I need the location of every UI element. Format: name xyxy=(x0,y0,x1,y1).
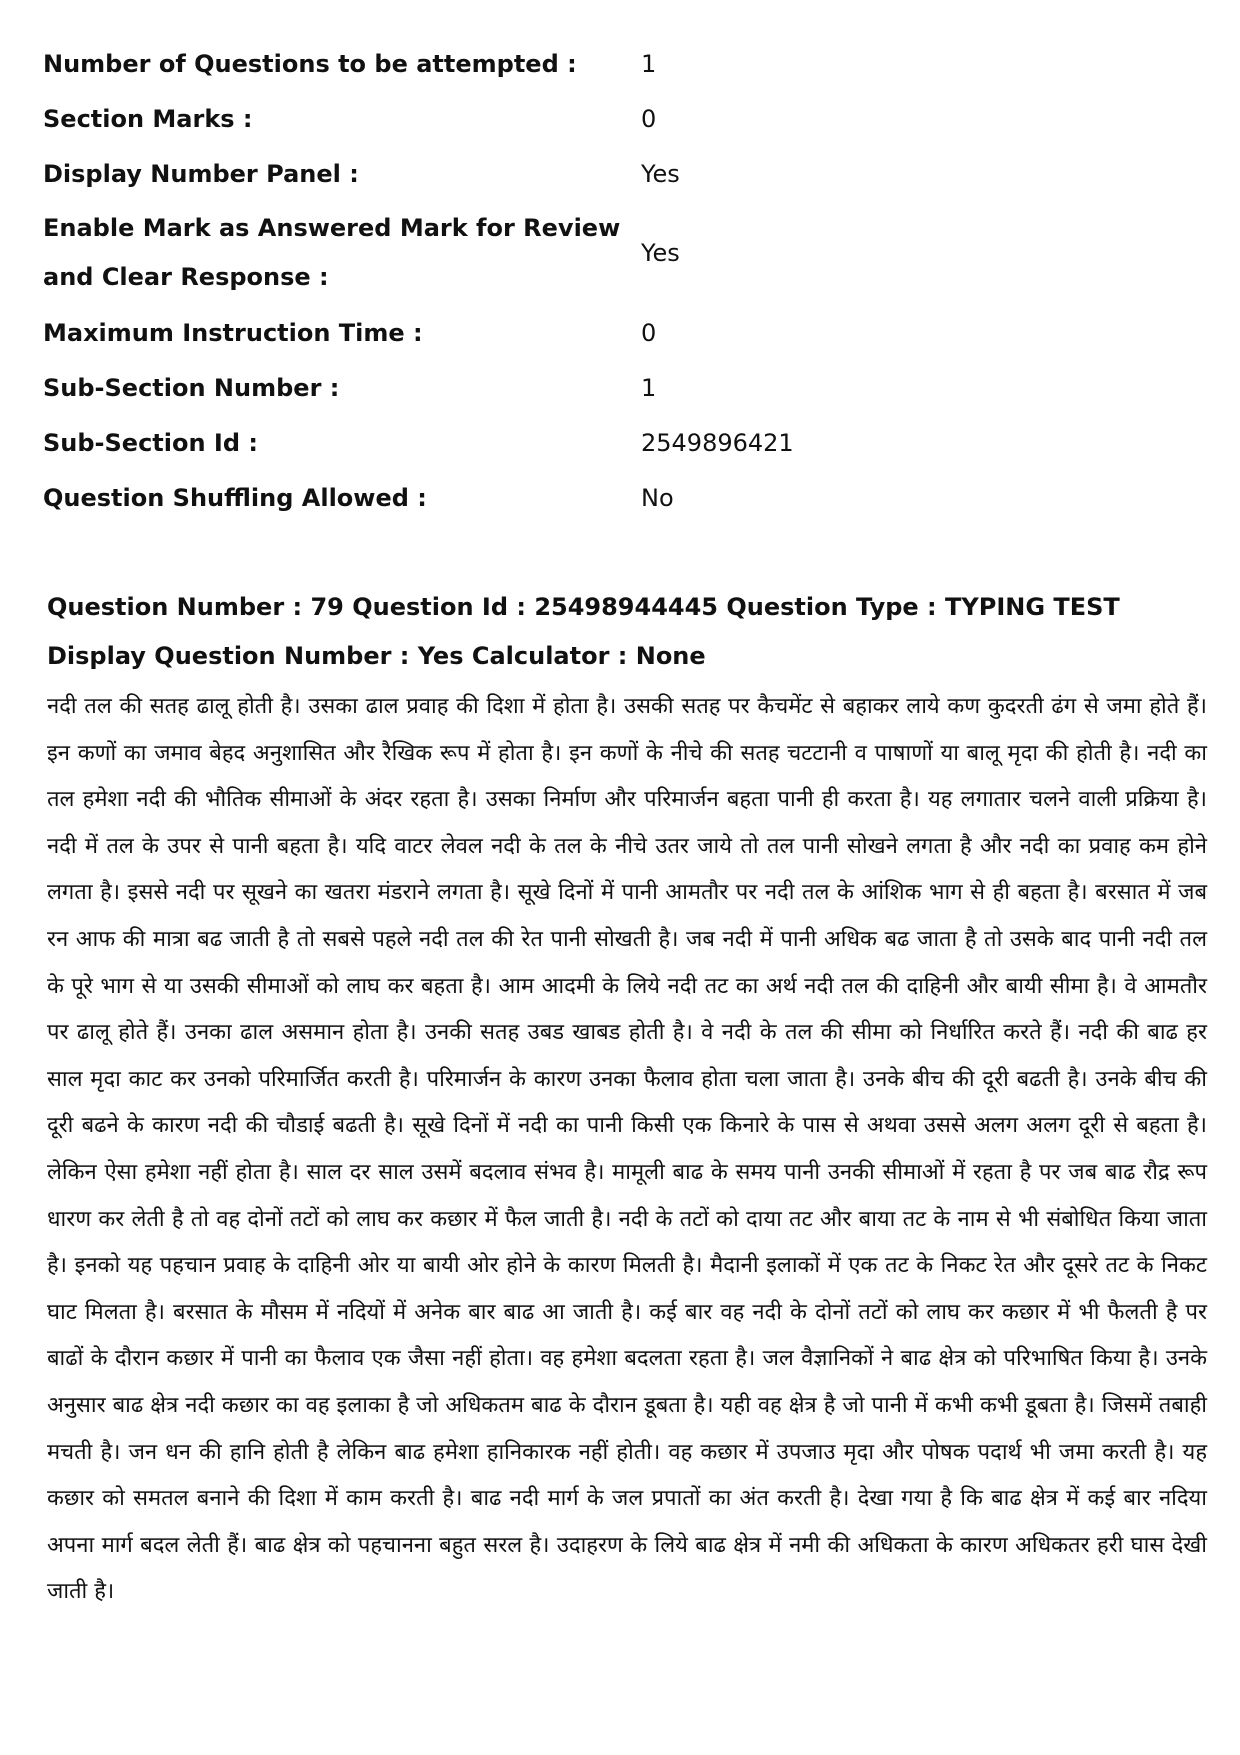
setting-row xyxy=(43,91,1193,146)
setting-label: Maximum Instruction Time : xyxy=(43,318,423,347)
setting-label: Sub-Section Number : xyxy=(43,373,340,402)
setting-value: No xyxy=(641,483,674,512)
setting-row xyxy=(43,470,1193,525)
setting-row xyxy=(43,146,1193,201)
setting-row xyxy=(43,415,1193,470)
setting-value: 0 xyxy=(641,104,657,133)
setting-label: Number of Questions to be attempted : xyxy=(43,49,577,78)
typing-passage: नदी तल की सतह ढालू होती है। उसका ढाल प्रवाह की दिशा में होता है। उसकी सतह पर कैचमेंट से बहाकर लाये कण कुदरती ढंग से जमा होते हैं। इन कणों का जमाव बेहद अनुशासित और रैखिक रूप में होता है। इन कणों के नीचे की सतह चटटानी व पाषाणों या बालू मृदा की होती है। नदी का तल हमेशा नदी की भौतिक सीमाओं के अंदर रहता है। उसका निर्माण और परिमार्जन बहता पानी ही करता है। यह लगातार चलने वाली प्रक्रिया है। नदी में तल के उपर से पानी बहता है। यदि वाटर लेवल नदी के तल के नीचे उतर जाये तो तल पानी सोखने लगता है और नदी का प्रवाह कम होने लगता है। इससे नदी पर सूखने का खतरा मंडराने लगता है। सूखे दिनों में पानी आमतौर पर नदी तल के आंशिक भाग से ही बहता है। बरसात में जब रन आफ की मात्रा बढ जाती है तो सबसे पहले नदी तल की रेत पानी सोखती है। जब नदी में पानी अधिक बढ जाता है तो उसके बाद पानी नदी तल के पूरे भाग से या उसकी सीमाओं को लाघ कर बहता है। आम आदमी के लिये नदी तट का अर्थ नदी तल की दाहिनी और बायी सीमा है। वे आमतौर पर ढालू होते हैं। उनका ढाल असमान होता है। उनकी सतह उबड खाबड होती है। वे नदी के तल की सीमा को निर्धारित करते हैं। नदी की बाढ हर साल मृदा काट कर उनको परिमार्जित करती है। परिमार्जन के कारण उनका फैलाव होता चला जाता है। उनके बीच की दूरी बढती है। उनके बीच की दूरी बढने के कारण नदी की चौडाई बढती है। सूखे दिनों में नदी का पानी किसी एक किनारे के पास से अथवा उससे अलग अलग दूरी से बहता है। लेकिन ऐसा हमेशा नहीं होता है। साल दर साल उसमें बदलाव संभव है। मामूली बाढ के समय पानी उनकी सीमाओं में रहता है पर जब बाढ रौद्र रूप धारण कर लेती है तो वह दोनों तटों को लाघ कर कछार में फैल जाती है। नदी के तटों को दाया तट और बाया तट के नाम से भी संबोधित किया जाता है। इनको यह पहचान प्रवाह के दाहिनी ओर या बायी ओर होने के कारण मिलती है। मैदानी इलाकों में एक तट के निकट रेत और दूसरे तट के निकट घाट मिलता है। बरसात के मौसम में नदियों में अनेक बार बाढ आ जाती है। कई बार वह नदी के दोनों तटों को लाघ कर कछार में भी फैलती है पर बाढों के दौरान कछार में पानी का फैलाव एक जैसा नहीं होता। वह हमेशा बदलता रहता है। जल वैज्ञानिकों ने बाढ क्षेत्र को परिभाषित किया है। उनके अनुसार बाढ क्षेत्र नदी कछार का वह इलाका है जो अधिकतम बाढ के दौरान डूबता है। यही वह क्षेत्र है जो पानी में कभी कभी डूबता है। जिसमें तबाही मचती है। जन धन की हानि होती है लेकिन बाढ हमेशा हानिकारक नहीं होती। वह कछार में उपजाउ मृदा और पोषक पदार्थ भी जमा करती है। यह कछार को समतल बनाने की दिशा में काम करती है। बाढ नदी मार्ग के जल प्रपातों का अंत करती है। देखा गया है कि बाढ क्षेत्र में कई बार नदिया अपना मार्ग बदल लेती हैं। बाढ क्षेत्र को पहचानना बहुत सरल है। उदाहरण के लिये बाढ क्षेत्र में नमी की अधिकता के कारण अधिकतर हरी घास देखी जाती है। xyxy=(47,694,1207,1605)
setting-row xyxy=(43,36,1193,91)
setting-label: Enable Mark as Answered Mark for Review and Clear Response : xyxy=(43,214,621,291)
setting-value: Yes xyxy=(641,239,680,267)
setting-label: Display Number Panel : xyxy=(43,159,359,188)
question-header: Question Number : 79 Question Id : 25498944445 Question Type : TYPING TEST Display Question Number : Yes Calculator : None xyxy=(47,593,1120,670)
setting-label: Sub-Section Id : xyxy=(43,428,258,457)
setting-row xyxy=(43,201,1193,305)
setting-row xyxy=(43,305,1193,360)
setting-value: 0 xyxy=(641,318,657,347)
setting-label: Question Shuffling Allowed : xyxy=(43,483,427,512)
setting-row xyxy=(43,360,1193,415)
setting-value: 2549896421 xyxy=(641,428,794,457)
setting-value: 1 xyxy=(641,49,657,78)
setting-label: Section Marks : xyxy=(43,104,253,133)
section-settings-table xyxy=(43,36,1193,525)
setting-value: Yes xyxy=(641,159,680,188)
setting-value: 1 xyxy=(641,373,657,402)
